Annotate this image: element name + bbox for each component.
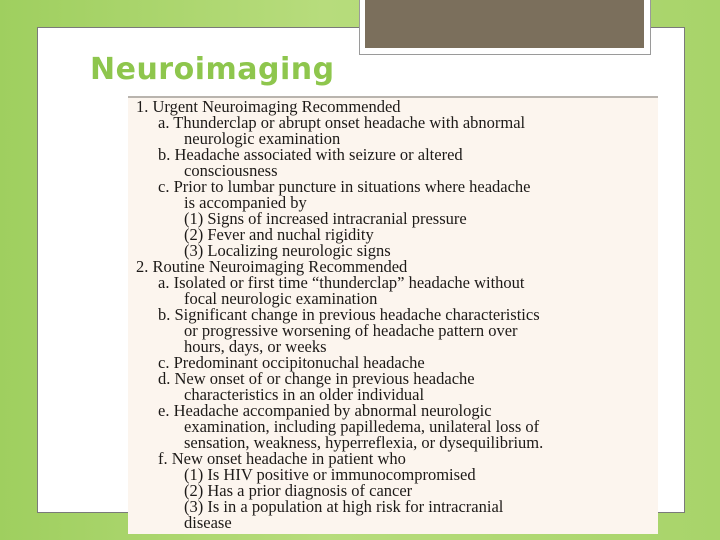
document-line: d. New onset of or change in previous headache (158, 369, 475, 388)
document-line: a. Isolated or first time “thunderclap” headache without (158, 273, 525, 292)
document-line: (2) Has a prior diagnosis of cancer (184, 481, 413, 500)
document-line: (1) Is HIV positive or immunocompromised (184, 465, 476, 484)
document-image (128, 96, 658, 534)
document-line: characteristics in an older individual (184, 385, 425, 404)
document-line: (3) Localizing neurologic signs (184, 241, 391, 260)
document-line: hours, days, or weeks (184, 337, 327, 356)
document-line: or progressive worsening of headache pattern over (184, 321, 518, 340)
document-line: (3) Is in a population at high risk for intracranial (184, 497, 504, 516)
document-line: b. Headache associated with seizure or altered (158, 145, 463, 164)
document-line: neurologic examination (184, 129, 341, 148)
document-line: examination, including papilledema, unilateral loss of (184, 417, 540, 436)
document-line: a. Thunderclap or abrupt onset headache with abnormal (158, 113, 526, 132)
document-line: b. Significant change in previous headache characteristics (158, 305, 540, 324)
document-line: 2. Routine Neuroimaging Recommended (136, 257, 408, 276)
document-line: focal neurologic examination (184, 289, 378, 308)
document-line: is accompanied by (184, 193, 307, 212)
document-line: 1. Urgent Neuroimaging Recommended (136, 97, 401, 116)
document-line: consciousness (184, 161, 278, 180)
slide-title: Neuroimaging (90, 52, 335, 87)
document-line: sensation, weakness, hyperreflexia, or dysequilibrium. (184, 433, 544, 452)
document-line: disease (184, 513, 232, 532)
document-line: f. New onset headache in patient who (158, 449, 406, 468)
document-line: (2) Fever and nuchal rigidity (184, 225, 374, 244)
document-line: (1) Signs of increased intracranial pressure (184, 209, 467, 228)
accent-block (365, 0, 644, 48)
document-line: c. Prior to lumbar puncture in situations where headache (158, 177, 531, 196)
document-line: c. Predominant occipitonuchal headache (158, 353, 425, 372)
document-line: e. Headache accompanied by abnormal neurologic (158, 401, 492, 420)
